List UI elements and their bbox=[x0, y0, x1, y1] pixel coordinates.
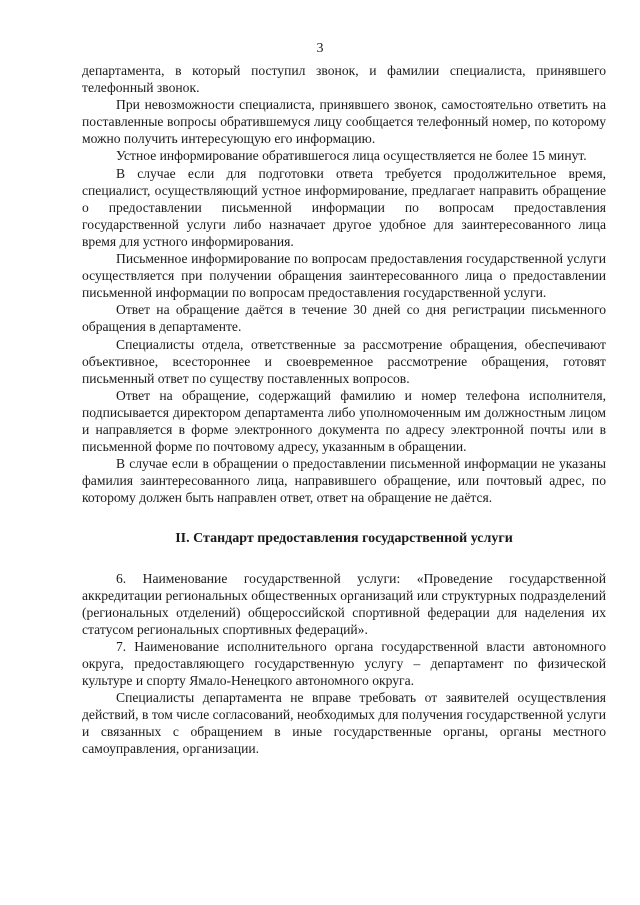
paragraph-continuation: департамента, в который поступил звонок, и фамилии специалиста, принявшего телефонный звонок. bbox=[82, 63, 606, 96]
section-heading: II. Стандарт предоставления государственной услуги bbox=[175, 531, 513, 547]
page-number: 3 bbox=[316, 41, 324, 56]
paragraph-phone-redirect: При невозможности специалиста, принявшего звонок, самостоятельно ответить на поставленные вопросы обратившемуся лицу сообщается телефонный номер, по которому можно получить интересующую его информацию. bbox=[82, 97, 606, 147]
paragraph-written-informing: Письменное информирование по вопросам предоставления государственной услуги осуществляется при получении обращения заинтересованного лица о предоставлении письменной информации по вопросам предоставления государственной услуги. bbox=[82, 251, 606, 301]
paragraph-executive-body: 7. Наименование исполнительного органа государственной власти автономного округа, предоставляющего государственную услугу – департамент по физической культуре и спорту Ямало-Ненецкого автономного округа. bbox=[82, 638, 606, 689]
paragraph-specialists-review: Специалисты отдела, ответственные за рассмотрение обращения, обеспечивают объективное, всестороннее и своевременное рассмотрение обращения, готовят письменный ответ по существу поставленных вопросов. bbox=[82, 336, 606, 386]
paragraph-oral-duration: Устное информирование обратившегося лица осуществляется не более 15 минут. bbox=[116, 148, 587, 164]
paragraph-no-response: В случае если в обращении о предоставлении письменной информации не указаны фамилия заинтересованного лица, направившего обращение, или почтовый адрес, по которому должен быть направлен ответ, ответ на обращение не даётся. bbox=[82, 456, 606, 506]
paragraph-response-term: Ответ на обращение даётся в течение 30 дней со дня регистрации письменного обращения в департаменте. bbox=[82, 302, 606, 335]
paragraph-service-name: 6. Наименование государственной услуги: «Проведение государственной аккредитации региональных общественных организаций или структурных подразделений (региональных отделений) общероссийской спортивной федерации для наделения их статусом региональных спортивных федераций». bbox=[82, 570, 606, 637]
document-body bbox=[82, 62, 606, 758]
paragraph-response-signing: Ответ на обращение, содержащий фамилию и номер телефона исполнителя, подписывается директором департамента либо уполномоченным им должностным лицом и направляется в форме электронного документа по адресу электронной почты или в письменной форме по почтовому адресу, указанным в обращении. bbox=[82, 387, 606, 455]
paragraph-no-requirements: Специалисты департамента не вправе требовать от заявителей осуществления действий, в том числе согласований, необходимых для получения государственной услуги и связанных с обращением в иные государственные органы, органы местного самоуправления, организации. bbox=[82, 690, 606, 757]
paragraph-long-answer: В случае если для подготовки ответа требуется продолжительное время, специалист, осуществляющий устное информирование, предлагает направить обращение о предоставлении письменной информации по вопросам предоставления государственной услуги либо назначает другое удобное для заинтересованного лица время для устного информирования. bbox=[82, 165, 606, 249]
